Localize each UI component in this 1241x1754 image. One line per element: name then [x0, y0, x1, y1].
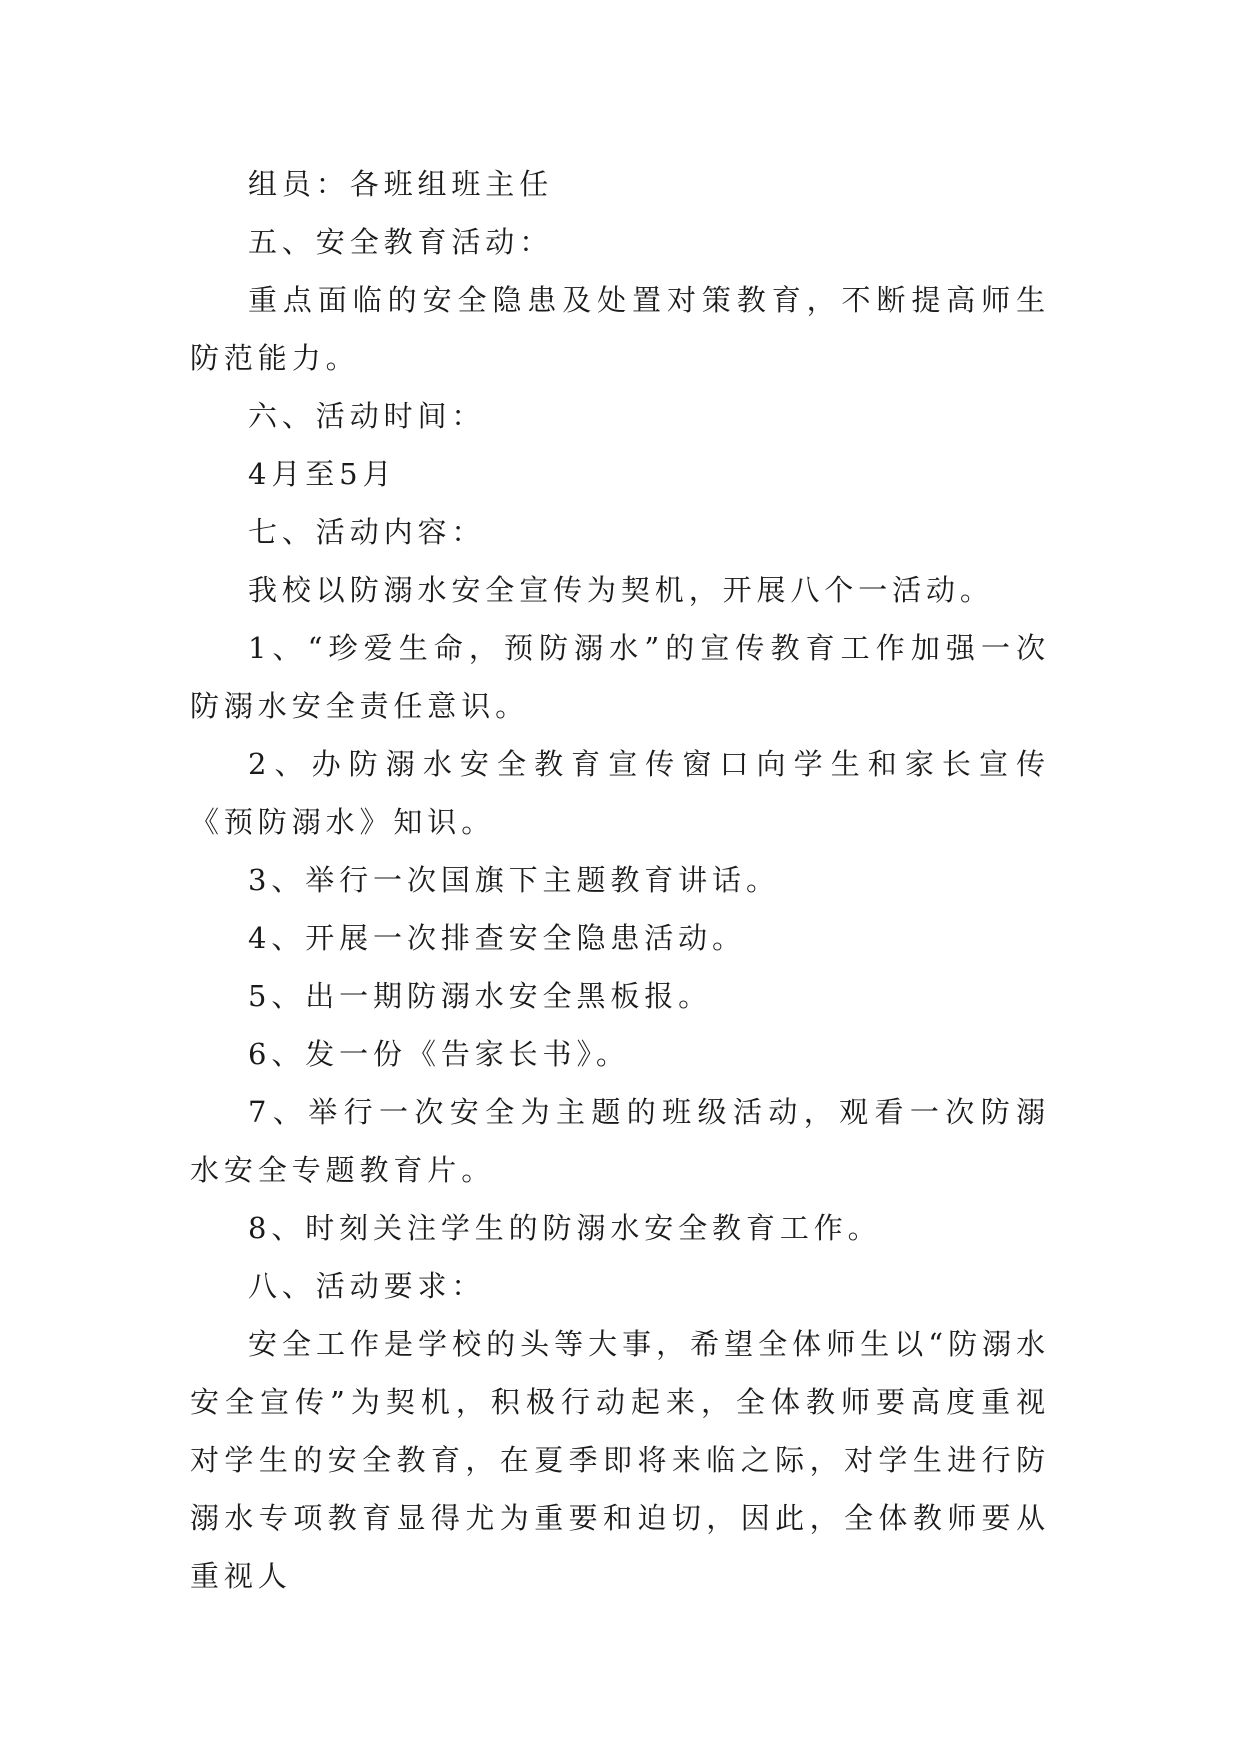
- paragraph-members: 组员：各班组班主任: [248, 167, 554, 201]
- list-item-3: 3、举行一次国旗下主题教育讲话。: [248, 863, 780, 897]
- list-item-4: 4、开展一次排查安全隐患活动。: [248, 921, 746, 955]
- paragraph-activity-requirements: 安全工作是学校的头等大事，希望全体师生以“防溺水安全宣传”为契机，积极行动起来，全体教师要高度重视对学生的安全教育，在夏季即将来临之际，对学生进行防溺水专项教育显得尤为重要和迫切，因此，全体教师要从重视人: [190, 1327, 1050, 1593]
- list-item-6: 6、发一份《告家长书》。: [248, 1037, 630, 1071]
- list-item-8: 8、时刻关注学生的防溺水安全教育工作。: [248, 1211, 882, 1245]
- heading-activity-time: 六、活动时间：: [248, 399, 486, 433]
- heading-activity-requirements: 八、活动要求：: [248, 1269, 486, 1303]
- document-body: [190, 155, 1050, 1605]
- heading-activity-content: 七、活动内容：: [248, 515, 486, 549]
- paragraph-activity-time: 4月至5月: [248, 457, 397, 491]
- list-item-2: 2、办防溺水安全教育宣传窗口向学生和家长宣传《预防溺水》知识。: [190, 747, 1050, 839]
- list-item-5: 5、出一期防溺水安全黑板报。: [248, 979, 713, 1013]
- paragraph-activity-intro: 我校以防溺水安全宣传为契机，开展八个一活动。: [248, 573, 994, 607]
- list-item-1: 1、“珍爱生命，预防溺水”的宣传教育工作加强一次防溺水安全责任意识。: [190, 631, 1050, 723]
- list-item-7: 7、举行一次安全为主题的班级活动，观看一次防溺水安全专题教育片。: [190, 1095, 1050, 1187]
- paragraph-safety-education: 重点面临的安全隐患及处置对策教育，不断提高师生防范能力。: [190, 283, 1050, 375]
- heading-safety-education: 五、安全教育活动：: [248, 225, 554, 259]
